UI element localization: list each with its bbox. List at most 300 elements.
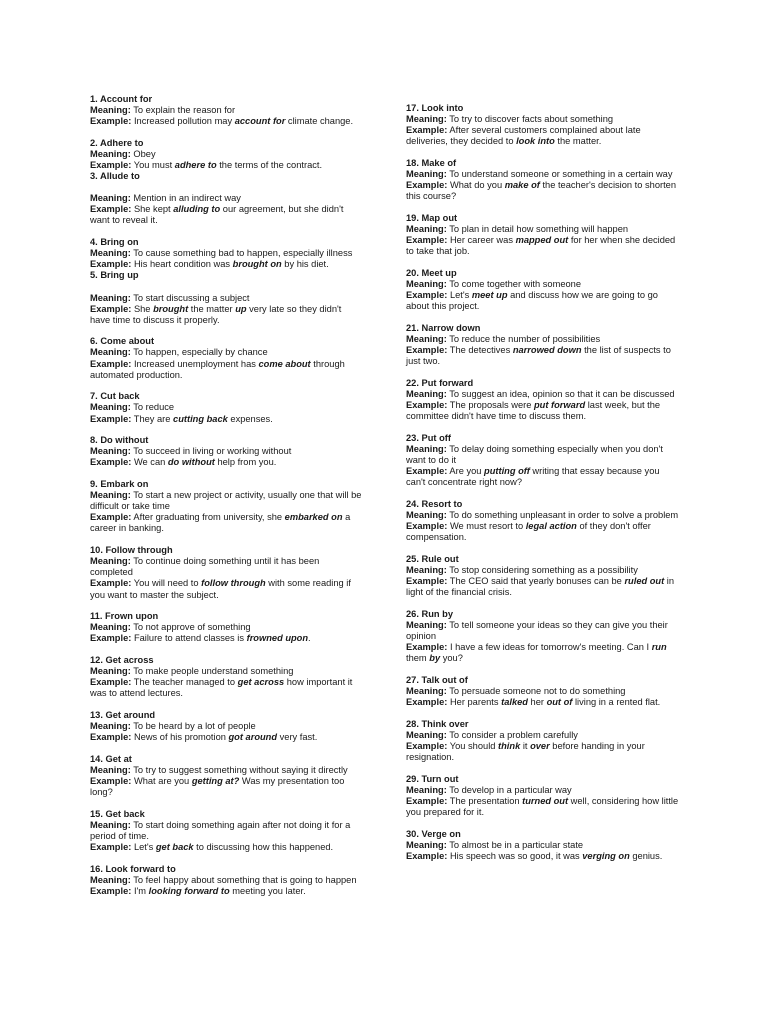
phrasal-verb-entry xyxy=(90,336,362,380)
example-label: Example: xyxy=(406,345,448,356)
meaning-label: Meaning: xyxy=(406,279,447,289)
example-keyword: adhere to xyxy=(174,160,217,171)
example-label: Example: xyxy=(406,697,448,708)
spacer xyxy=(90,282,362,293)
meaning-text: Obey xyxy=(133,148,156,159)
entry-meaning xyxy=(90,248,362,259)
meaning-label: Meaning: xyxy=(406,685,447,696)
phrasal-verb-entry xyxy=(90,435,362,468)
example-label: Example: xyxy=(90,259,132,270)
phrasal-verb-entry xyxy=(90,710,362,743)
example-text: They are xyxy=(133,413,174,424)
entry-meaning xyxy=(90,105,362,116)
entry-title: 18. Make of xyxy=(406,157,457,168)
phrasal-verb-entry xyxy=(406,378,681,422)
example-text: Are you xyxy=(449,466,485,477)
phrasal-verb-entry xyxy=(90,94,362,127)
entry-example xyxy=(406,235,681,257)
phrasal-verb-entry xyxy=(406,323,681,367)
left-column xyxy=(90,94,362,908)
example-label: Example: xyxy=(90,160,132,171)
example-text: well, considering how little you prepared for it. xyxy=(406,795,679,817)
meaning-text: To feel happy about something that is going to happen xyxy=(133,874,357,885)
example-label: Example: xyxy=(90,457,132,468)
entry-example xyxy=(406,642,681,664)
example-text: After several customers complained about late deliveries, they decided to xyxy=(406,125,641,147)
example-text: Her parents xyxy=(449,697,502,708)
example-label: Example: xyxy=(90,886,132,897)
entry-meaning xyxy=(406,444,681,466)
example-label: Example: xyxy=(406,795,448,806)
meaning-label: Meaning: xyxy=(90,148,131,159)
example-label: Example: xyxy=(90,578,132,589)
entry-title: 24. Resort to xyxy=(406,498,463,509)
entry-example xyxy=(406,851,681,862)
example-label: Example: xyxy=(406,125,448,136)
example-keyword: legal action xyxy=(525,521,577,532)
entry-meaning xyxy=(90,666,362,677)
example-keyword: narrowed down xyxy=(512,345,582,356)
entry-example xyxy=(406,466,681,488)
phrasal-verb-entry xyxy=(90,479,362,534)
entry-example xyxy=(90,304,362,326)
entry-title: 19. Map out xyxy=(406,212,458,223)
entry-title: 7. Cut back xyxy=(90,391,140,402)
meaning-text: To come together with someone xyxy=(449,279,582,289)
example-label: Example: xyxy=(90,303,132,314)
example-keyword: cutting back xyxy=(173,413,228,424)
meaning-label: Meaning: xyxy=(90,490,131,501)
entry-example xyxy=(90,633,362,644)
meaning-text: To happen, especially by chance xyxy=(133,347,268,358)
entry-meaning xyxy=(406,785,681,796)
meaning-text: Mention in an indirect way xyxy=(133,193,241,204)
example-keyword: get across xyxy=(237,677,285,688)
meaning-label: Meaning: xyxy=(406,564,447,575)
meaning-label: Meaning: xyxy=(90,446,131,457)
entry-title: 20. Meet up xyxy=(406,267,457,278)
entry-title: 30. Verge on xyxy=(406,828,461,839)
meaning-label: Meaning: xyxy=(90,721,131,732)
entry-title: 3. Allude to xyxy=(90,171,140,182)
right-column xyxy=(406,103,681,873)
example-label: Example: xyxy=(90,204,132,215)
meaning-text: To explain the reason for xyxy=(133,105,236,116)
entry-example xyxy=(90,842,362,853)
example-label: Example: xyxy=(90,358,132,369)
entry-meaning xyxy=(90,820,362,842)
entry-title: 12. Get across xyxy=(90,655,154,666)
entry-title: 14. Get at xyxy=(90,753,132,764)
entry-meaning xyxy=(90,446,362,457)
example-label: Example: xyxy=(406,466,448,477)
phrasal-verb-entry xyxy=(90,171,362,226)
example-text: with some reading if you want to master the subject. xyxy=(90,578,351,600)
example-text: and discuss how we are going to go about this project. xyxy=(406,290,658,312)
meaning-label: Meaning: xyxy=(406,619,447,630)
meaning-label: Meaning: xyxy=(90,248,131,259)
entry-meaning xyxy=(90,347,362,358)
entry-example xyxy=(90,160,362,171)
example-text: You will need to xyxy=(133,578,202,589)
example-text: a career in banking. xyxy=(90,512,351,534)
example-text: before handing in your resignation. xyxy=(406,740,645,763)
entry-title: 15. Get back xyxy=(90,808,145,819)
phrasal-verb-entry xyxy=(90,754,362,798)
entry-example xyxy=(406,796,681,818)
example-text: very late so they didn't have time to discuss it properly. xyxy=(90,303,342,325)
example-text: the list of suspects to just two. xyxy=(406,345,671,367)
entry-title: 11. Frown upon xyxy=(90,611,159,622)
example-keyword: make of xyxy=(504,180,540,191)
meaning-text: To understand someone or something in a certain way xyxy=(449,169,673,180)
meaning-text: To almost be in a particular state xyxy=(449,839,584,850)
entry-meaning xyxy=(406,840,681,851)
phrasal-verb-entry xyxy=(90,237,362,270)
entry-meaning xyxy=(406,114,681,125)
meaning-label: Meaning: xyxy=(90,666,131,677)
example-keyword: meet up xyxy=(471,290,508,301)
meaning-text: To do something unpleasant in order to solve a problem xyxy=(449,509,679,520)
example-text: genius. xyxy=(629,850,663,861)
meaning-text: To consider a problem carefully xyxy=(449,729,578,740)
phrasal-verb-entry xyxy=(406,719,681,763)
meaning-text: To succeed in living or working without xyxy=(133,446,292,457)
entry-meaning xyxy=(90,875,362,886)
example-keyword: verging on xyxy=(582,850,630,861)
example-label: Example: xyxy=(90,512,132,523)
example-keyword: frowned upon xyxy=(246,633,309,644)
phrasal-verb-entry xyxy=(406,213,681,257)
example-label: Example: xyxy=(406,235,448,246)
entry-example xyxy=(90,204,362,226)
example-text: her xyxy=(527,697,547,708)
example-keyword: by xyxy=(429,653,441,664)
example-label: Example: xyxy=(90,776,132,787)
spacer xyxy=(90,182,362,193)
entry-title: 2. Adhere to xyxy=(90,137,144,148)
phrasal-verb-entry xyxy=(406,829,681,862)
example-text: for her when she decided to take that job. xyxy=(406,235,676,257)
example-keyword: brought on xyxy=(232,259,282,270)
example-keyword: brought xyxy=(153,303,189,314)
entry-example xyxy=(90,457,362,468)
example-text: Her career was xyxy=(449,235,516,246)
phrasal-verb-entry xyxy=(90,655,362,699)
phrasal-verb-entry xyxy=(406,554,681,598)
phrasal-verb-entry xyxy=(406,268,681,312)
entry-title: 13. Get around xyxy=(90,710,156,721)
entry-meaning xyxy=(406,279,681,290)
entry-example xyxy=(406,521,681,543)
example-text: how important it was to attend lectures. xyxy=(90,677,353,699)
phrasal-verb-entry xyxy=(406,103,681,147)
example-text: Let's xyxy=(449,290,472,301)
example-label: Example: xyxy=(90,413,132,424)
phrasal-verb-entry xyxy=(90,611,362,644)
meaning-text: To try to suggest something without saying it directly xyxy=(133,765,348,776)
example-text: in light of the financial crisis. xyxy=(406,576,675,598)
example-text: News of his promotion xyxy=(133,732,229,743)
entry-example xyxy=(90,414,362,425)
example-text: it xyxy=(520,740,531,751)
entry-example xyxy=(90,732,362,743)
meaning-label: Meaning: xyxy=(90,292,131,303)
example-text: . xyxy=(308,633,311,644)
meaning-text: To start doing something again after not doing it for a period of time. xyxy=(90,820,351,842)
example-keyword: got around xyxy=(228,732,278,743)
example-label: Example: xyxy=(90,677,132,688)
meaning-label: Meaning: xyxy=(406,169,447,180)
meaning-label: Meaning: xyxy=(90,193,131,204)
phrasal-verb-entry xyxy=(90,391,362,424)
entry-title: 16. Look forward to xyxy=(90,863,176,874)
example-keyword: account for xyxy=(234,116,286,127)
example-text: you? xyxy=(440,653,463,664)
example-text: them xyxy=(406,653,430,664)
example-text: We must resort to xyxy=(449,521,526,532)
example-keyword: turned out xyxy=(522,795,569,806)
example-text: Failure to attend classes is xyxy=(133,633,247,644)
entry-meaning xyxy=(406,565,681,576)
meaning-label: Meaning: xyxy=(406,114,447,125)
example-text: Increased unemployment has xyxy=(133,358,259,369)
example-keyword: talked xyxy=(501,697,528,708)
entry-meaning xyxy=(90,402,362,413)
example-label: Example: xyxy=(406,642,448,653)
entry-title: 26. Run by xyxy=(406,608,454,619)
example-text: the terms of the contract. xyxy=(216,160,323,171)
example-text: The CEO said that yearly bonuses can be xyxy=(449,576,625,587)
entry-meaning xyxy=(406,620,681,642)
meaning-text: To stop considering something as a possibility xyxy=(449,564,638,575)
example-keyword: put forward xyxy=(534,400,586,411)
entry-meaning xyxy=(90,149,362,160)
example-text: Was my presentation too long? xyxy=(90,776,345,798)
example-keyword: follow through xyxy=(201,578,266,589)
meaning-text: To tell someone your ideas so they can give you their opinion xyxy=(406,619,668,641)
example-text: through automated production. xyxy=(90,358,345,380)
example-text: The detectives xyxy=(449,345,513,356)
phrasal-verb-entry xyxy=(90,545,362,600)
entry-meaning xyxy=(406,224,681,235)
meaning-label: Meaning: xyxy=(90,765,131,776)
example-text: the matter. xyxy=(554,136,602,147)
entry-meaning xyxy=(90,765,362,776)
meaning-text: To cause something bad to happen, especially illness xyxy=(133,248,353,259)
entry-example xyxy=(90,578,362,600)
example-text: The teacher managed to xyxy=(133,677,238,688)
example-keyword: up xyxy=(235,303,247,314)
example-text: What do you xyxy=(449,180,505,191)
entry-example xyxy=(406,180,681,202)
meaning-label: Meaning: xyxy=(406,443,447,454)
phrasal-verb-entry xyxy=(90,864,362,897)
example-text: The presentation xyxy=(449,795,523,806)
entry-example xyxy=(90,886,362,897)
entry-title: 10. Follow through xyxy=(90,545,173,556)
example-label: Example: xyxy=(90,732,132,743)
phrasal-verb-entry xyxy=(406,499,681,543)
entry-example xyxy=(406,290,681,312)
entry-title: 28. Think over xyxy=(406,718,469,729)
entry-example xyxy=(406,741,681,763)
example-text: meeting you later. xyxy=(229,886,306,897)
meaning-text: To not approve of something xyxy=(133,622,251,633)
example-text: expenses. xyxy=(227,413,273,424)
meaning-text: To suggest an idea, opinion so that it can be discussed xyxy=(449,388,675,399)
example-text: She xyxy=(133,303,154,314)
example-text: I'm xyxy=(133,886,149,897)
example-text: the teacher's decision to shorten this course? xyxy=(406,180,677,202)
meaning-text: To continue doing something until it has been completed xyxy=(90,556,320,578)
entry-meaning xyxy=(90,556,362,578)
example-text: writing that essay because you can't concentrate right now? xyxy=(406,466,660,488)
example-text: We can xyxy=(133,457,168,468)
entry-example xyxy=(90,116,362,127)
example-keyword: think xyxy=(498,740,521,751)
meaning-label: Meaning: xyxy=(90,556,131,567)
example-keyword: alluding to xyxy=(173,204,221,215)
entry-title: 17. Look into xyxy=(406,103,464,113)
example-keyword: looking forward to xyxy=(148,886,230,897)
example-keyword: run xyxy=(651,642,667,653)
phrasal-verb-entry xyxy=(90,138,362,171)
example-text: You must xyxy=(133,160,175,171)
example-text: very fast. xyxy=(277,732,318,743)
meaning-label: Meaning: xyxy=(406,729,447,740)
example-keyword: mapped out xyxy=(515,235,569,246)
example-text: The proposals were xyxy=(449,400,534,411)
meaning-text: To plan in detail how something will happen xyxy=(449,224,629,235)
meaning-label: Meaning: xyxy=(406,839,447,850)
example-keyword: look into xyxy=(516,136,555,147)
entry-example xyxy=(406,400,681,422)
example-label: Example: xyxy=(406,740,448,751)
example-keyword: embarked on xyxy=(284,512,343,523)
example-text: You should xyxy=(449,740,499,751)
example-text: Let's xyxy=(133,842,156,853)
meaning-text: To persuade someone not to do something xyxy=(449,685,626,696)
example-keyword: out of xyxy=(546,697,573,708)
entry-title: 8. Do without xyxy=(90,435,149,446)
example-label: Example: xyxy=(90,842,132,853)
phrasal-verb-entry xyxy=(90,809,362,853)
example-text: Increased pollution may xyxy=(133,116,235,127)
meaning-text: To reduce xyxy=(133,402,175,413)
example-label: Example: xyxy=(406,521,448,532)
entry-title: 1. Account for xyxy=(90,94,153,104)
example-label: Example: xyxy=(90,633,132,644)
meaning-text: To develop in a particular way xyxy=(449,784,572,795)
phrasal-verb-entry xyxy=(406,158,681,202)
entry-title: 22. Put forward xyxy=(406,377,474,388)
example-label: Example: xyxy=(406,180,448,191)
entry-title: 29. Turn out xyxy=(406,773,459,784)
example-keyword: over xyxy=(530,740,550,751)
meaning-label: Meaning: xyxy=(406,784,447,795)
meaning-label: Meaning: xyxy=(90,105,131,116)
meaning-label: Meaning: xyxy=(406,509,447,520)
example-text: to discussing how this happened. xyxy=(193,842,334,853)
entry-example xyxy=(90,512,362,534)
example-text: She kept xyxy=(133,204,174,215)
meaning-label: Meaning: xyxy=(90,820,131,830)
entry-example xyxy=(406,345,681,367)
entry-meaning xyxy=(406,730,681,741)
entry-example xyxy=(406,125,681,147)
entry-title: 9. Embark on xyxy=(90,479,149,490)
example-keyword: putting off xyxy=(484,466,530,477)
meaning-label: Meaning: xyxy=(90,874,131,885)
meaning-label: Meaning: xyxy=(406,388,447,399)
meaning-label: Meaning: xyxy=(406,333,447,344)
entry-title: 5. Bring up xyxy=(90,270,139,281)
meaning-label: Meaning: xyxy=(90,347,131,358)
entry-meaning xyxy=(90,721,362,732)
example-text: After graduating from university, she xyxy=(133,512,285,523)
entry-meaning xyxy=(406,686,681,697)
example-keyword: come about xyxy=(258,358,311,369)
entry-title: 25. Rule out xyxy=(406,553,459,564)
meaning-text: To reduce the number of possibilities xyxy=(449,333,601,344)
example-label: Example: xyxy=(406,850,448,861)
meaning-label: Meaning: xyxy=(90,402,131,413)
example-keyword: ruled out xyxy=(624,576,665,587)
example-keyword: get back xyxy=(155,842,194,853)
entry-example xyxy=(90,776,362,798)
example-text: last week, but the committee didn't have time to discuss them. xyxy=(406,400,661,422)
phrasal-verb-entry xyxy=(90,270,362,325)
example-text: the matter xyxy=(188,303,236,314)
meaning-text: To delay doing something especially when you don't want to do it xyxy=(406,443,663,465)
entry-meaning xyxy=(406,334,681,345)
entry-meaning xyxy=(406,169,681,180)
example-label: Example: xyxy=(90,116,132,127)
entry-meaning xyxy=(90,193,362,204)
entry-meaning xyxy=(90,622,362,633)
entry-example xyxy=(90,359,362,381)
entry-meaning xyxy=(90,293,362,304)
example-text: help from you. xyxy=(214,457,277,468)
example-keyword: getting at? xyxy=(191,776,240,787)
entry-title: 21. Narrow down xyxy=(406,322,481,333)
phrasal-verb-entry xyxy=(406,774,681,818)
entry-title: 6. Come about xyxy=(90,336,155,347)
meaning-text: To try to discover facts about something xyxy=(449,114,614,125)
phrasal-verb-entry xyxy=(406,675,681,708)
example-text: by his diet. xyxy=(281,259,329,270)
example-label: Example: xyxy=(406,290,448,301)
entry-title: 27. Talk out of xyxy=(406,674,468,685)
meaning-text: To make people understand something xyxy=(133,666,294,677)
example-text: climate change. xyxy=(285,116,354,127)
entry-example xyxy=(406,576,681,598)
entry-meaning xyxy=(406,510,681,521)
entry-title: 23. Put off xyxy=(406,432,451,443)
meaning-text: To be heard by a lot of people xyxy=(133,721,256,732)
entry-example xyxy=(90,677,362,699)
example-text: living in a rented flat. xyxy=(572,697,661,708)
entry-meaning xyxy=(406,389,681,400)
example-label: Example: xyxy=(406,576,448,587)
entry-meaning xyxy=(90,490,362,512)
meaning-text: To start discussing a subject xyxy=(133,292,250,303)
example-keyword: do without xyxy=(167,457,215,468)
example-text: His speech was so good, it was xyxy=(449,850,583,861)
example-text: our agreement, but she didn't want to reveal it. xyxy=(90,204,344,226)
meaning-label: Meaning: xyxy=(90,622,131,633)
